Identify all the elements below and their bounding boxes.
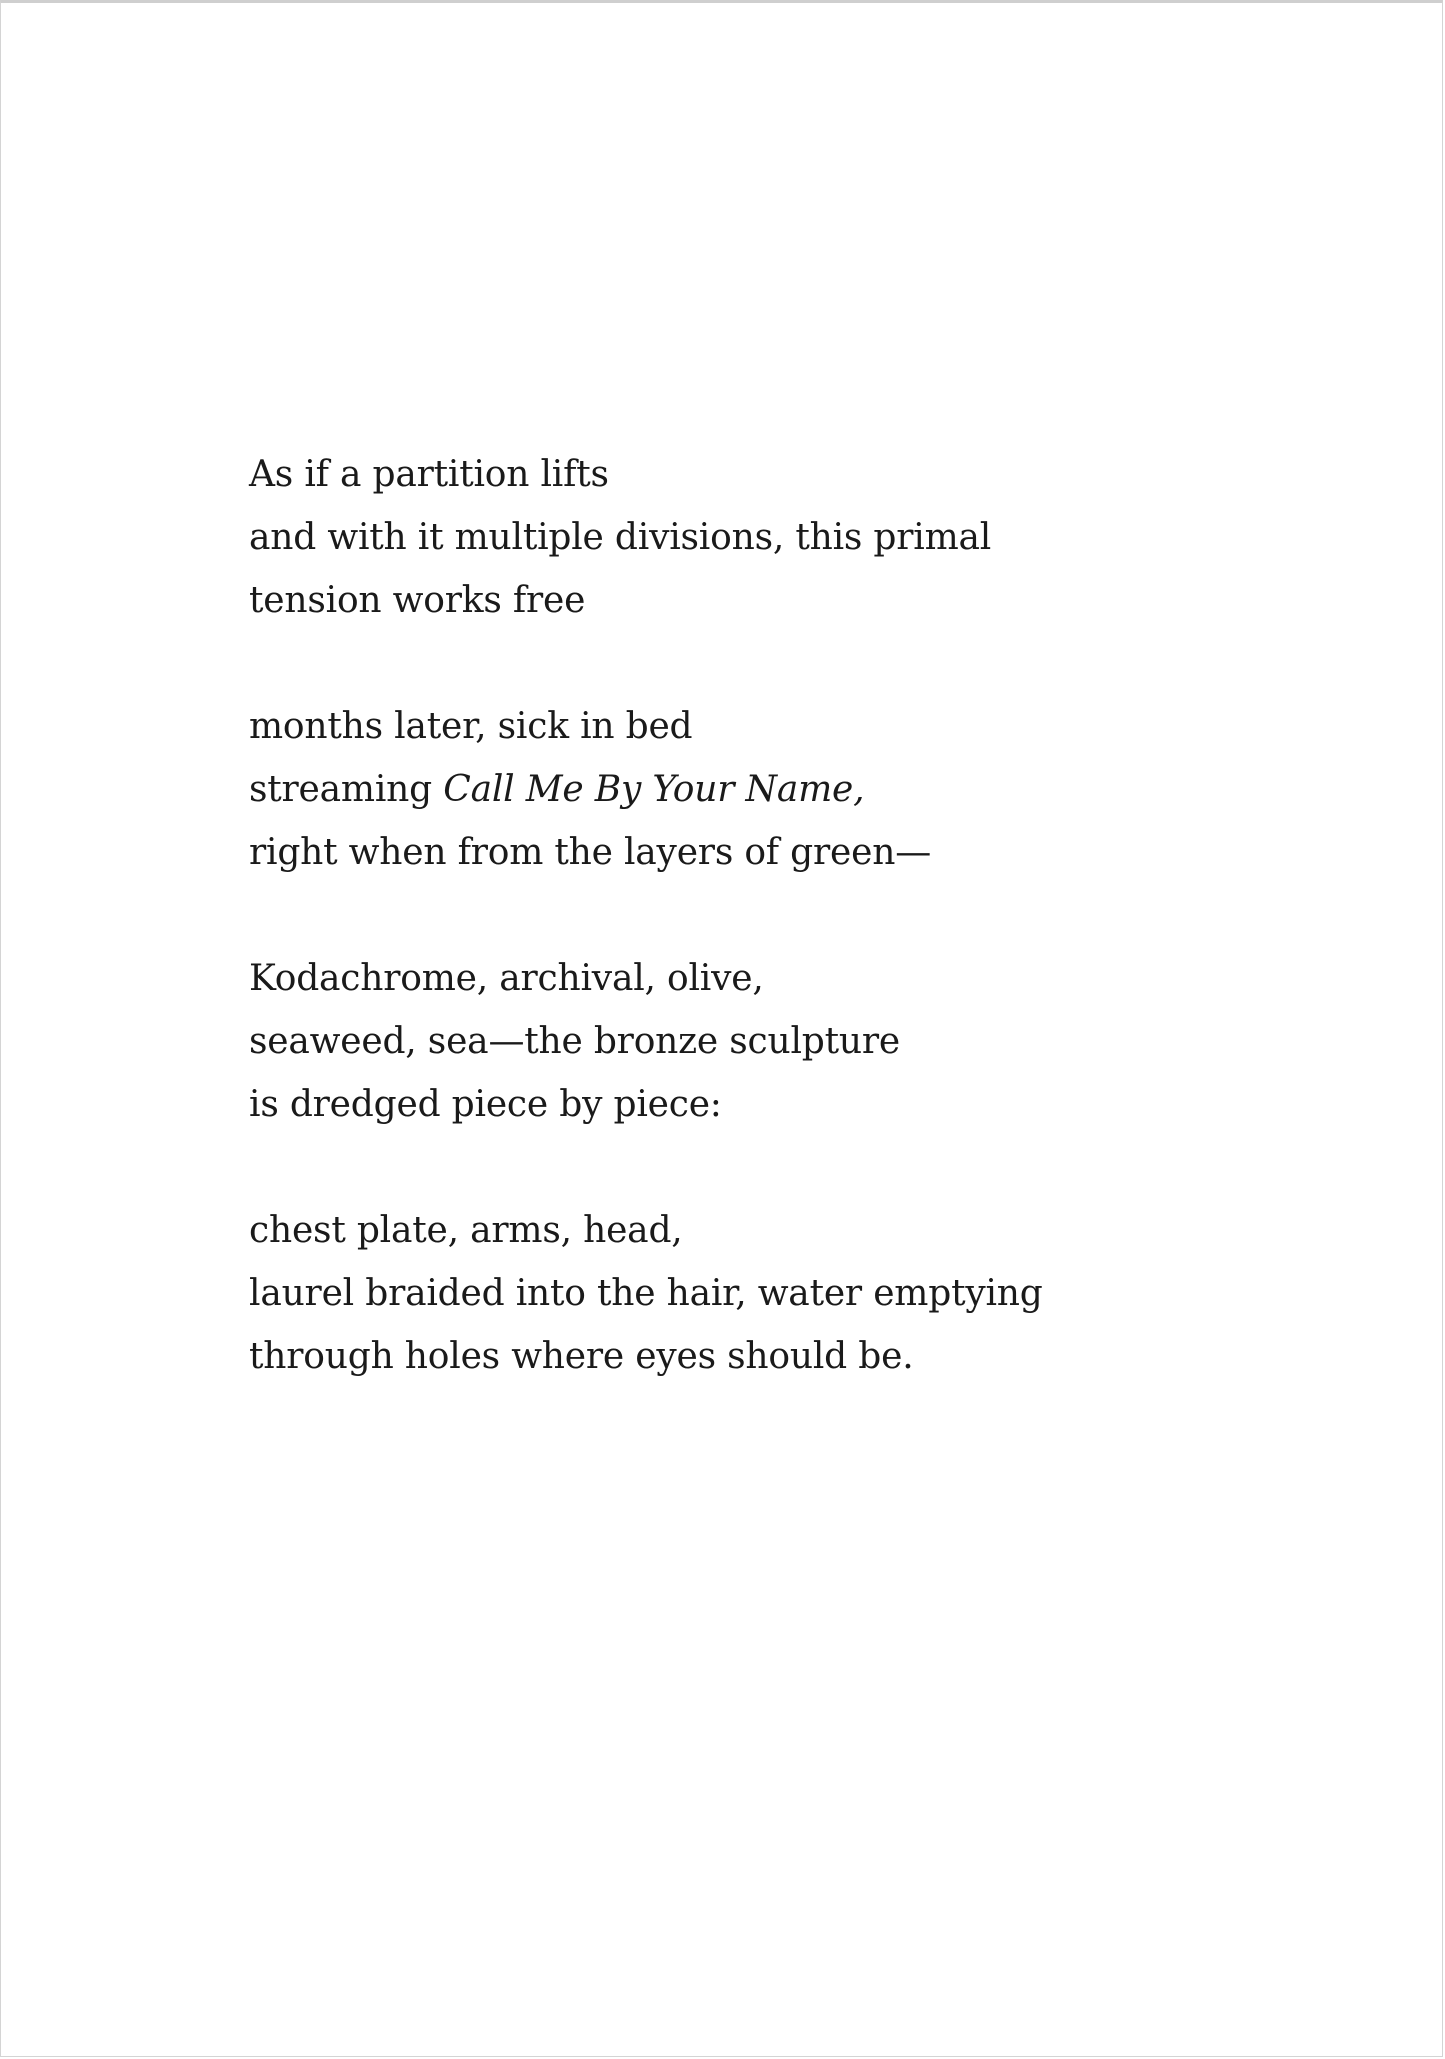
poem-line-prefix: streaming xyxy=(249,769,444,810)
poem-line: right when from the layers of green— xyxy=(249,832,932,873)
film-title: Call Me By Your Name, xyxy=(443,769,865,810)
poem-line: seaweed, sea—the bronze sculpture xyxy=(249,1021,901,1062)
stanza-1 xyxy=(249,443,1249,632)
poem-line-with-title xyxy=(249,758,1249,821)
poem-line: and with it multiple divisions, this primal xyxy=(249,517,992,558)
stanza-2 xyxy=(249,695,1249,884)
poem-line: tension works free xyxy=(249,580,586,621)
poem-line: months later, sick in bed xyxy=(249,706,693,747)
stanza-4 xyxy=(249,1199,1249,1388)
poem-line: laurel braided into the hair, water emptying xyxy=(249,1273,1043,1314)
poem-line: Kodachrome, archival, olive, xyxy=(249,958,764,999)
poem-line: chest plate, arms, head, xyxy=(249,1210,683,1251)
stanza-3 xyxy=(249,947,1249,1136)
poem-line: As if a partition lifts xyxy=(249,454,609,495)
poem-line: is dredged piece by piece: xyxy=(249,1084,722,1125)
poem-body xyxy=(249,443,1249,1388)
poem-line: through holes where eyes should be. xyxy=(249,1336,914,1377)
